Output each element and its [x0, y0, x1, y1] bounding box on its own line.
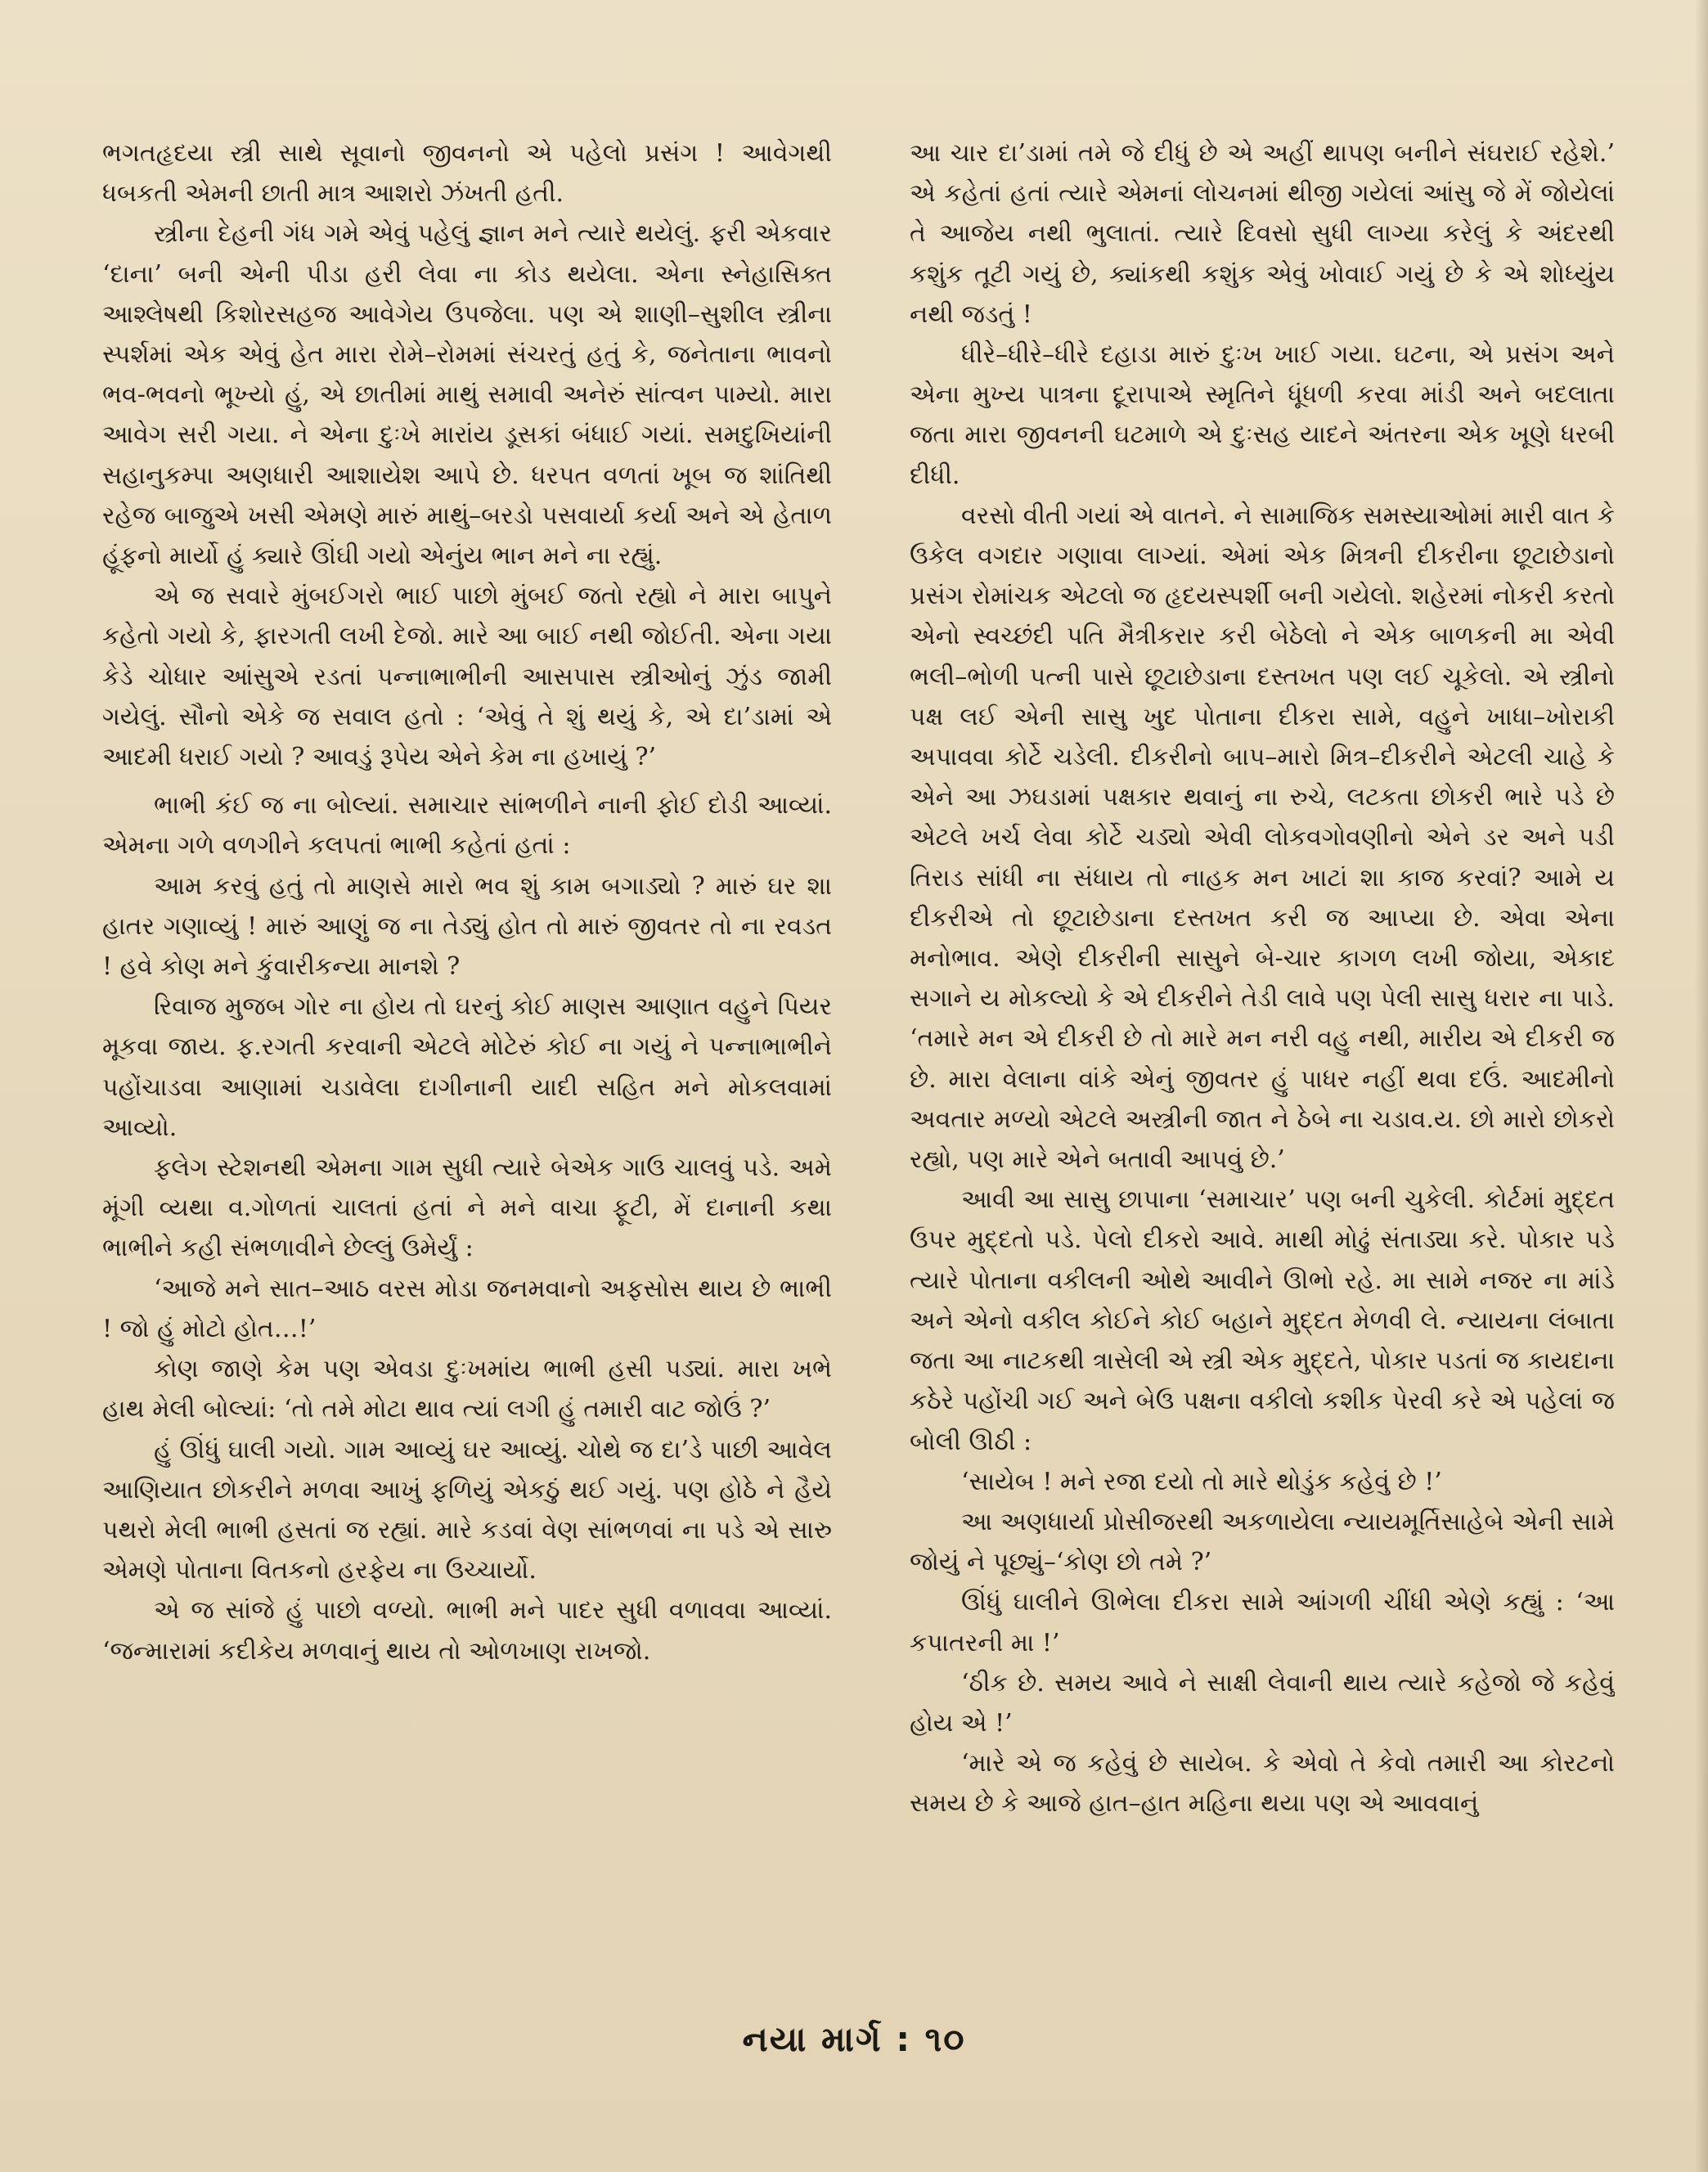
paragraph: વરસો વીતી ગયાં એ વાતને. ને સામાજિક સમસ્યાઓમાં મારી વાત કે ઉકેલ વગદાર ગણાવા લાગ્યાં. એમાં એક મિત્રની દીકરીના છૂટાછેડાનો પ્રસંગ રોમાંચક એટલો જ હૃદયસ્પર્શી બની ગયેલો. શહેરમાં નોકરી કરતો એનો સ્વચ્છંદી પતિ મૈત્રીકરાર કરી બેઠેલો ને એક બાળકની મા એવી ભલી–ભોળી પત્ની પાસે છૂટાછેડાના દસ્તખત પણ લઈ ચૂકેલો. એ સ્ત્રીનો પક્ષ લઈ એની સાસુ ખુદ પોતાના દીકરા સામે, વહુને ખાધા–ખોરાકી અપાવવા કોર્ટે ચડેલી. દીકરીનો બાપ–મારો મિત્ર–દીકરીને એટલી ચાહે કે એને આ ઝઘડામાં પક્ષકાર થવાનું ના રુચે, લટકતા છોકરી ભારે પડે છે એટલે ખર્ચ લેવા કોર્ટે ચડ્યો એવી લોકવગોવણીનો એને ડર અને પડી તિરાડ સાંધી ના સંધાય તો નાહક મન ખાટાં શા કાજ કરવાં? આમે ય દીકરીએ તો છૂટાછેડાના દસ્તખત કરી જ આપ્યા છે. એવા એના મનોભાવ. એણે દીકરીની સાસુને બે-ચાર કાગળ લખી જોયા, એકાદ સગાને ય મોકલ્યો કે એ દીકરીને તેડી લાવે પણ પેલી સાસુ ધરાર ના પાડે. ‘તમારે મન એ દીકરી છે તો મારે મન નરી વહુ નથી, મારીય એ દીકરી જ છે. મારા વેલાના વાંકે એનું જીવતર હું પાધર નહીં થવા દઉં. આદમીનો અવતાર મળ્યો એટલે અસ્ત્રીની જાત ને ઠેબે ના ચડાવ.ય. છો મારો છોકરો રહ્યો, પણ મારે એને બતાવી આપવું છે.’: [910, 501, 1615, 1175]
paragraph: રિવાજ મુજબ ગોર ના હોય તો ઘરનું કોઈ માણસ આણાત વહુને પિયર મૂકવા જાય. ફ.રગતી કરવાની એટલે મોટેરું કોઈ ના ગયું ને પન્નાભાભીને પહોંચાડવા આણામાં ચડાવેલા દાગીનાની યાદી સહિત મને મોકલવામાં આવ્યો.: [102, 992, 832, 1142]
paragraph: એ જ સવારે મુંબઈગરો ભાઈ પાછો મુંબઈ જતો રહ્યો ને મારા બાપુને કહેતો ગયો કે, ફારગતી લખી દેજો. મારે આ બાઈ નથી જોઈતી. એના ગયા કેડે ચોધાર આંસુએ રડતાં પન્નાભાભીની આસપાસ સ્ત્રીઓનું ઝુંડ જામી ગયેલું. સૌનો એકે જ સવાલ હતો : ‘એવું તે શું થયું કે, એ દા’ડામાં એ આદમી ધરાઈ ગયો ? આવડું રૂપેય એને કેમ ના હખાયું ?’: [102, 582, 832, 772]
paragraph: સ્ત્રીના દેહની ગંધ ગમે એવું પહેલું જ્ઞાન મને ત્યારે થયેલું. ફરી એકવાર ‘દાના’ બની એની પીડા હરી લેવા ના કોડ થયેલા. એના સ્નેહાસિક્ત આશ્લેષથી કિશોરસહજ આવેગેય ઉપજેલા. પણ એ શાણી–સુશીલ સ્ત્રીના સ્પર્શમાં એક એવું હેત મારા રોમે–રોમમાં સંચરતું હતું કે, જનેતાના ભાવનો ભવ-ભવનો ભૂખ્યો હું, એ છાતીમાં માથું સમાવી અનેરું સાંત્વન પામ્યો. મારા આવેગ સરી ગયા. ને એના દુઃખે મારાંય ડૂસકાં બંધાઈ ગયાં. સમદુખિયાંની સહાનુકમ્પા અણધારી આશાયેશ આપે છે. ધરપત વળતાં ખૂબ જ શાંતિથી રહેજ બાજુએ ખસી એમણે મારું માથું–બરડો પસવાર્યા કર્યા અને એ હેતાળ હૂંફનો માર્યો હું ક્યારે ઊંઘી ગયો એનુંય ભાન મને ના રહ્યું.: [102, 219, 832, 571]
paragraph: હું ઊંધું ઘાલી ગયો. ગામ આવ્યું ઘર આવ્યું. ચોથે જ દા’ડે પાછી આવેલ આણિયાત છોકરીને મળવા આખું ફળિયું એકઠું થઈ ગયું. પણ હોઠે ને હૈયે પથરો મેલી ભાભી હસતાં જ રહ્યાં. મારે કડવાં વેણ સાંભળવાં ના પડે એ સારુ એમણે પોતાના વિતકનો હરફેય ના ઉચ્ચાર્યો.: [102, 1435, 832, 1585]
paragraph: ‘સાયેબ ! મને રજા દયો તો મારે થોડુંક કહેવું છે !’: [961, 1467, 1442, 1496]
paragraph: ધીરે–ધીરે–ધીરે દહાડા મારું દુઃખ ખાઈ ગયા. ઘટના, એ પ્રસંગ અને એના મુખ્ય પાત્રના દૂરાપાએ સ્મૃતિને ધૂંધળી કરવા માંડી અને બદલાતા જતા મારા જીવનની ઘટમાળે એ દુઃસહ યાદને અંતરના એક ખૂણે ધરબી દીધી.: [910, 340, 1615, 490]
paragraph: ઊંધું ઘાલીને ઊભેલા દીકરા સામે આંગળી ચીંધી એણે કહ્યું : ‘આ કપાતરની મા !’: [910, 1588, 1615, 1657]
page-footer: નયા માર્ગ : ૧૦: [742, 2019, 966, 2059]
paragraph: કોણ જાણે કેમ પણ એવડા દુઃખમાંય ભાભી હસી પડ્યાં. મારા ખભે હાથ મેલી બોલ્યાં: ‘તો તમે મોટા થાવ ત્યાં લગી હું તમારી વાટ જોઉં ?’: [102, 1355, 832, 1424]
paragraph: આવી આ સાસુ છાપાના ‘સમાચાર’ પણ બની ચુકેલી. કોર્ટમાં મુદ્દત ઉપર મુદ્દતો પડે. પેલો દીકરો આવે. માથી મોઢું સંતાડ્યા કરે. પોકાર પડે ત્યારે પોતાના વકીલની ઓથે આવીને ઊભો રહે. મા સામે નજર ના માંડે અને એનો વકીલ કોઈને કોઈ બહાને મુદ્દત મેળવી લે. ન્યાયના લંબાતા જતા આ નાટકથી ત્રાસેલી એ સ્ત્રી એક મુદ્દતે, પોકાર પડતાં જ કાયદાના કઠેરે પહોંચી ગઈ અને બેઉ પક્ષના વકીલો કશીક પેરવી કરે એ પહેલાં જ બોલી ઊઠી :: [910, 1185, 1615, 1456]
paragraph: આમ કરવું હતું તો માણસે મારો ભવ શું કામ બગાડ્યો ? મારું ઘર શા હાતર ગણાવ્યું ! મારું આણું જ ના તેડ્યું હોત તો મારું જીવતર તો ના રવડત ! હવે કોણ મને કુંવારીકન્યા માનશે ?: [102, 871, 832, 982]
paragraph: ‘મારે એ જ કહેવું છે સાયેબ. કે એવો તે કેવો તમારી આ કોરટનો સમય છે કે આજે હાત–હાત મહિના થયા પણ એ આવવાનું: [910, 1749, 1615, 1819]
paragraph: આ અણધાર્યા પ્રોસીજરથી અકળાયેલા ન્યાયમૂર્તિસાહેબે એની સામે જોયું ને પૂછ્યું–‘કોણ છો તમે ?’: [910, 1507, 1615, 1577]
paragraph: ‘ઠીક છે. સમય આવે ને સાક્ષી લેવાની થાય ત્યારે કહેજો જે કહેવું હોય એ !’: [910, 1668, 1615, 1738]
left-column: [102, 133, 832, 1974]
right-column: [910, 133, 1615, 1974]
paragraph: ભાભી કંઈ જ ના બોલ્યાં. સમાચાર સાંભળીને નાની ફોઈ દોડી આવ્યાં. એમના ગળે વળગીને કલપતાં ભાભી કહેતાં હતાં :: [102, 791, 832, 861]
paragraph: ફલેગ સ્ટેશનથી એમના ગામ સુધી ત્યારે બેએક ગાઉ ચાલવું પડે. અમે મૂંગી વ્યથા વ.ગોળતાં ચાલતાં હતાં ને મને વાચા ફૂટી, મેં દાનાની કથા ભાભીને કહી સંભળાવીને છેલ્લું ઉમેર્યું :: [102, 1153, 832, 1263]
paragraph: ‘આજે મને સાત–આઠ વરસ મોડા જનમવાનો અફસોસ થાય છે ભાભી ! જો હું મોટો હોત…!’: [102, 1274, 832, 1343]
paragraph: ભગતહૃદયા સ્ત્રી સાથે સૂવાનો જીવનનો એ પહેલો પ્રસંગ ! આવેગથી ધબકતી એમની છાતી માત્ર આશરો ઝંખતી હતી.: [102, 139, 832, 209]
paragraph: આ ચાર દા’ડામાં તમે જે દીધું છે એ અહીં થાપણ બનીને સંઘરાઈ રહેશે.’ એ કહેતાં હતાં ત્યારે એમનાં લોચનમાં થીજી ગયેલાં આંસુ જે મેં જોયેલાં તે આજેય નથી ભુલાતાં. ત્યારે દિવસો સુધી લાગ્યા કરેલું કે અંદરથી કશુંક તૂટી ગયું છે, ક્યાંકથી કશુંક એવું ખોવાઈ ગયું છે કે એ શોધ્યુંય નથી જડતું !: [910, 139, 1615, 329]
page-edge-shadow: [1695, 0, 1708, 2172]
paragraph: એ જ સાંજે હું પાછો વળ્યો. ભાભી મને પાદર સુધી વળાવવા આવ્યાં. ‘જન્મારામાં કદીકેય મળવાનું થાય તો ઓળખાણ રાખજો.: [102, 1596, 832, 1666]
